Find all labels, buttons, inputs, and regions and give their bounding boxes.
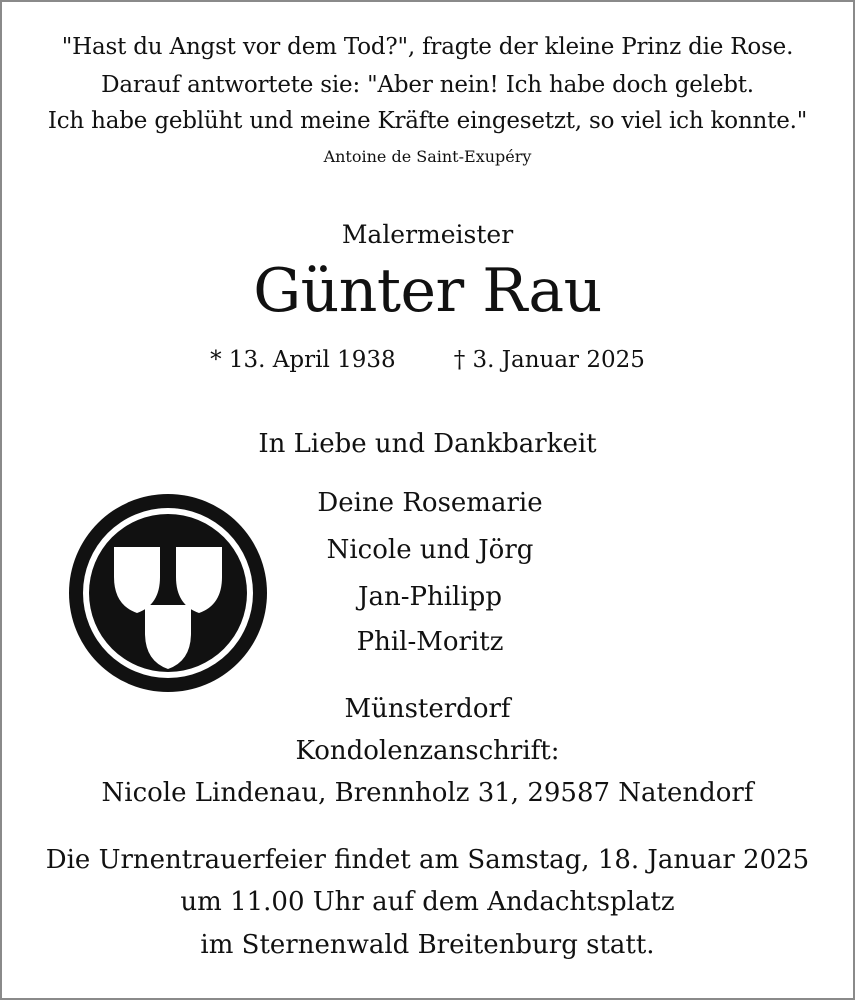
life-dates [0, 347, 855, 373]
birth-date: * 13. April 1938 [210, 347, 396, 373]
mourner-3: Jan-Philipp [358, 582, 502, 612]
ceremony-line-2: um 11.00 Uhr auf dem Andachtsplatz [180, 887, 675, 917]
quote-line-3: Ich habe geblüht und meine Kräfte eingesetzt, so viel ich konnte." [47, 108, 808, 134]
quote-author: Antoine de Saint-Exupéry [323, 147, 532, 166]
mourner-4: Phil-Moritz [356, 627, 504, 657]
death-date: † 3. Januar 2025 [453, 347, 645, 373]
deceased-name: Günter Rau [253, 256, 602, 326]
quote-line-2: Darauf antwortete sie: "Aber nein! Ich habe doch gelebt. [101, 72, 754, 98]
quote-line-1: "Hast du Angst vor dem Tod?", fragte der kleine Prinz die Rose. [61, 34, 794, 60]
ceremony-line-1: Die Urnentrauerfeier findet am Samstag, 18. Januar 2025 [45, 845, 810, 875]
ceremony-line-3: im Sternenwald Breitenburg statt. [200, 930, 655, 960]
condolence-label: Kondolenzanschrift: [295, 736, 560, 766]
place: Münsterdorf [344, 694, 511, 724]
mourner-2: Nicole und Jörg [326, 535, 534, 565]
deceased-profession: Malermeister [341, 220, 514, 249]
mourner-1: Deine Rosemarie [317, 488, 543, 518]
condolence-address: Nicole Lindenau, Brennholz 31, 29587 Natendorf [101, 778, 754, 808]
dedication: In Liebe und Dankbarkeit [258, 429, 597, 459]
